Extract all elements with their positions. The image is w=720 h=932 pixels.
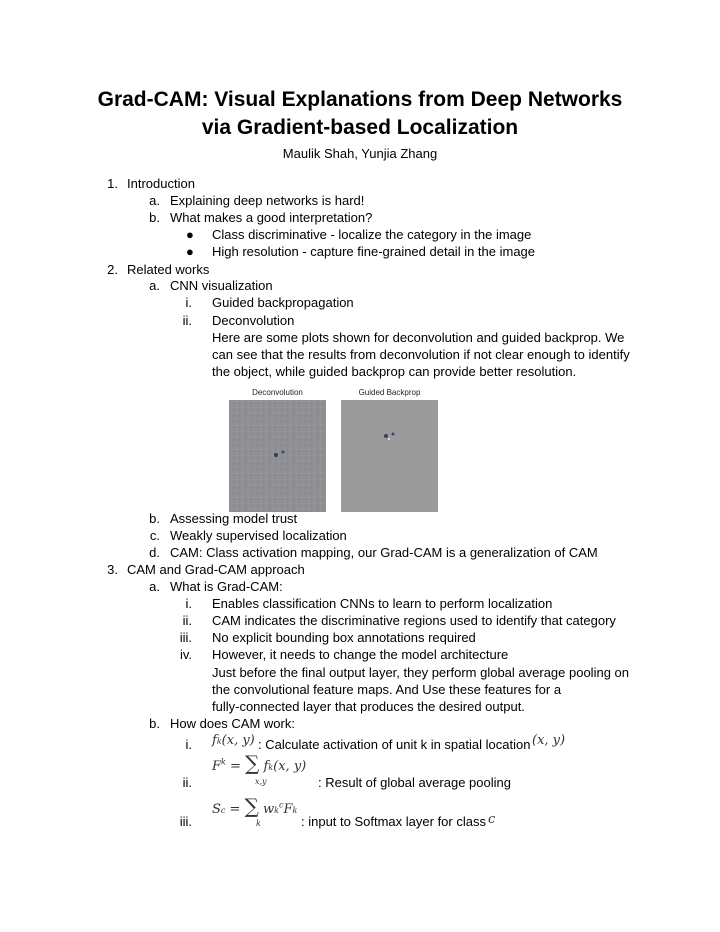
- s3-para-line3: fully-connected layer that produces the desired output.: [212, 699, 525, 714]
- figure-right-label: Guided Backprop: [358, 388, 421, 397]
- s2b-text: Assessing model trust: [170, 511, 298, 526]
- s1b-bullet-1: Class discriminative - localize the category in the image: [212, 227, 532, 242]
- s2b-marker: b.: [149, 511, 160, 526]
- s3b-ii-text: : Result of global average pooling: [318, 775, 511, 790]
- s2-heading: Related works: [127, 262, 210, 277]
- doc-title-line2: via Gradient-based Localization: [201, 116, 519, 139]
- authors: Maulik Shah, Yunjia Zhang: [282, 146, 438, 161]
- guided-backprop-image: [341, 400, 438, 512]
- s3a-marker: a.: [149, 579, 160, 594]
- formula-xy: (x, y): [532, 733, 566, 748]
- s3a-i-marker: i.: [185, 596, 192, 611]
- s3b-marker: b.: [149, 716, 160, 731]
- s3b-iii-text: : input to Softmax layer for class: [301, 814, 486, 829]
- s2c-marker: c.: [149, 528, 160, 543]
- formula-S-c-subscript: k: [256, 819, 261, 828]
- s1b-marker: b.: [149, 210, 160, 225]
- bullet-icon: ●: [186, 244, 194, 259]
- s3a-ii-marker: ii.: [182, 613, 192, 628]
- formula-F-k: $F^k$ = ∑ fk(x, y): [212, 751, 307, 775]
- s3a-text: What is Grad-CAM:: [170, 579, 283, 594]
- s2-marker: 2.: [107, 262, 118, 277]
- bullet-icon: ●: [186, 227, 194, 242]
- s3b-ii-marker: ii.: [182, 775, 192, 790]
- s1a-marker: a.: [149, 193, 160, 208]
- s1-heading: Introduction: [127, 176, 195, 191]
- s3a-iii-text: No explicit bounding box annotations required: [212, 630, 476, 645]
- s2-para-line3: the object, while guided backprop can provide better resolution.: [212, 364, 577, 379]
- formula-f-k-xy: fk(x, y): [212, 733, 255, 748]
- s3b-i-marker: i.: [185, 737, 192, 752]
- s2a-i-text: Guided backpropagation: [212, 295, 354, 310]
- s1a-text: Explaining deep networks is hard!: [170, 193, 365, 208]
- s1b-text: What makes a good interpretation?: [170, 210, 373, 225]
- s3b-text: How does CAM work:: [170, 716, 295, 731]
- s2d-text: CAM: Class activation mapping, our Grad-CAM is a generalization of CAM: [170, 545, 598, 560]
- s3-heading: CAM and Grad-CAM approach: [127, 562, 305, 577]
- s2c-text: Weakly supervised localization: [170, 528, 347, 543]
- s2-para-line2: can see that the results from deconvolution if not clear enough to identify: [212, 347, 630, 362]
- s3-para-line2: the convolutional feature maps. And Use these features for a: [212, 682, 562, 697]
- deconvolution-image: [229, 400, 326, 512]
- s3-para-line1: Just before the final output layer, they perform global average pooling on: [212, 665, 629, 680]
- s3a-i-text: Enables classification CNNs to learn to perform localization: [212, 596, 553, 611]
- formula-c: c: [488, 812, 496, 827]
- formula-S-c: Sc = ∑ $wk^cFk$: [212, 794, 298, 818]
- s3b-iii-marker: iii.: [179, 814, 192, 829]
- doc-title-line1: Grad-CAM: Visual Explanations from Deep Networks: [97, 88, 623, 111]
- s2a-ii-marker: ii.: [182, 313, 192, 328]
- s1b-bullet-2: High resolution - capture fine-grained detail in the image: [212, 244, 536, 259]
- s3-marker: 3.: [107, 562, 118, 577]
- s2a-i-marker: i.: [185, 295, 192, 310]
- s3b-i-text: : Calculate activation of unit k in spatial location: [258, 737, 531, 752]
- figure-left-label: Deconvolution: [252, 388, 303, 397]
- formula-F-k-subscript: x,y: [255, 777, 267, 786]
- s3a-iv-text: However, it needs to change the model architecture: [212, 647, 509, 662]
- s2a-ii-text: Deconvolution: [212, 313, 295, 328]
- s2a-text: CNN visualization: [170, 278, 273, 293]
- s2-para-line1: Here are some plots shown for deconvolution and guided backprop. We: [212, 330, 625, 345]
- s2a-marker: a.: [149, 278, 160, 293]
- s1-marker: 1.: [107, 176, 118, 191]
- s2d-marker: d.: [149, 545, 160, 560]
- s3a-ii-text: CAM indicates the discriminative regions used to identify that category: [212, 613, 616, 628]
- s3a-iv-marker: iv.: [179, 647, 192, 662]
- s3a-iii-marker: iii.: [179, 630, 192, 645]
